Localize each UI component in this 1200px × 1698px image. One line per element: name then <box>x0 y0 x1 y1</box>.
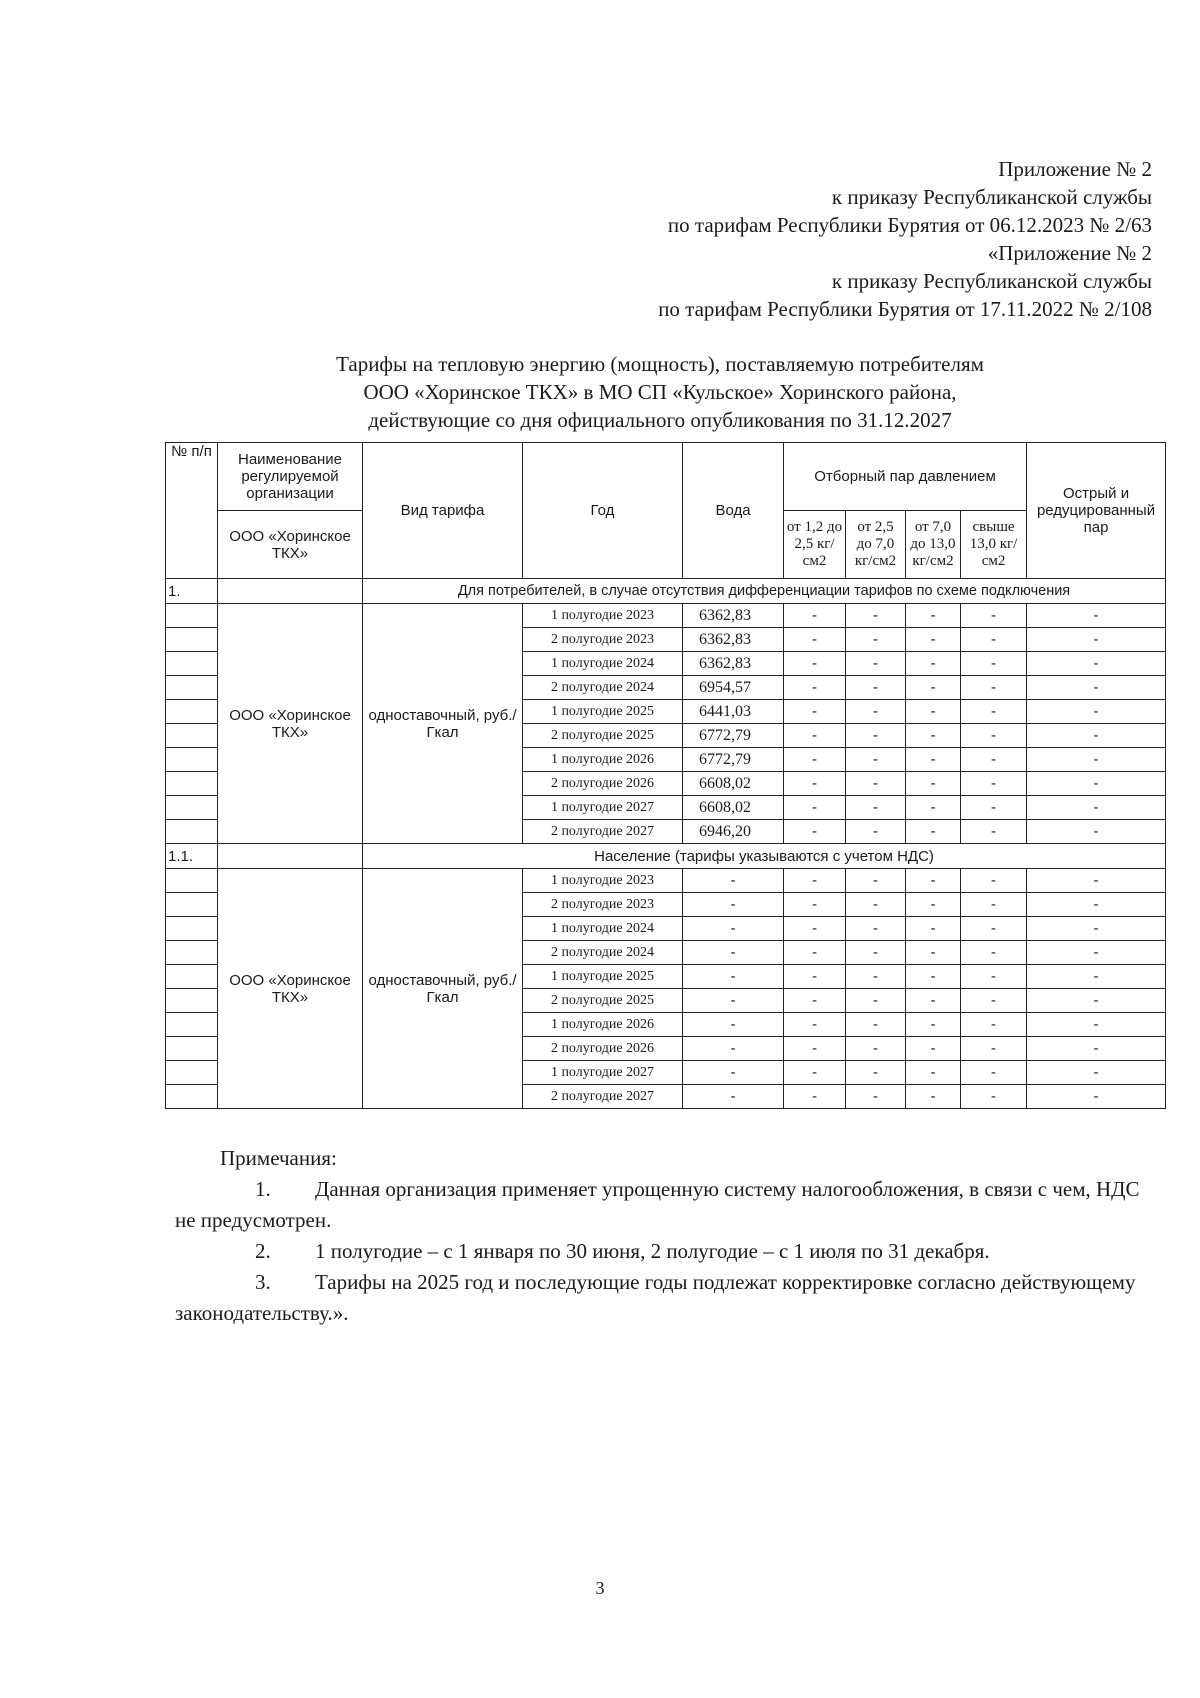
steam-value-cell: - <box>784 1061 846 1085</box>
section-blank-cell <box>218 844 363 869</box>
steam-value-cell: - <box>906 772 961 796</box>
steam-value-cell: - <box>906 724 961 748</box>
header-line: по тарифам Республики Бурятия от 17.11.2022 № 2/108 <box>658 297 1152 321</box>
steam-value-cell: - <box>961 917 1027 941</box>
water-value-cell: 6362,83 <box>683 652 784 676</box>
steam-value-cell: - <box>784 604 846 628</box>
period-cell: 2 полугодие 2023 <box>523 628 683 652</box>
header-num: № п/п <box>166 443 218 579</box>
steam-value-cell: - <box>1027 724 1166 748</box>
notes <box>175 1143 1150 1329</box>
org-name-cell: ООО «Хоринское ТКХ» <box>218 604 363 844</box>
row-number-cell <box>166 748 218 772</box>
steam-value-cell: - <box>784 869 846 893</box>
steam-value-cell: - <box>784 820 846 844</box>
section-row <box>166 579 1166 604</box>
water-value-cell: 6608,02 <box>683 796 784 820</box>
steam-value-cell: - <box>961 1013 1027 1037</box>
steam-value-cell: - <box>961 1037 1027 1061</box>
steam-value-cell: - <box>961 1085 1027 1109</box>
note-item <box>175 1236 1150 1267</box>
header-steam-group: Отборный пар давлением <box>784 443 1027 511</box>
section-number: 1. <box>166 579 218 604</box>
steam-value-cell: - <box>1027 748 1166 772</box>
appendix-header <box>658 155 1152 323</box>
row-number-cell <box>166 1037 218 1061</box>
row-number-cell <box>166 893 218 917</box>
steam-value-cell: - <box>906 989 961 1013</box>
steam-value-cell: - <box>784 941 846 965</box>
steam-value-cell: - <box>784 724 846 748</box>
header-line: «Приложение № 2 <box>987 241 1152 265</box>
steam-value-cell: - <box>846 1037 906 1061</box>
steam-value-cell: - <box>961 965 1027 989</box>
steam-value-cell: - <box>1027 700 1166 724</box>
water-value-cell: 6362,83 <box>683 628 784 652</box>
period-cell: 2 полугодие 2027 <box>523 1085 683 1109</box>
water-value-cell: 6362,83 <box>683 604 784 628</box>
steam-value-cell: - <box>1027 1061 1166 1085</box>
steam-value-cell: - <box>784 772 846 796</box>
steam-value-cell: - <box>784 1037 846 1061</box>
water-value-cell: - <box>683 869 784 893</box>
row-number-cell <box>166 917 218 941</box>
steam-value-cell: - <box>961 724 1027 748</box>
row-number-cell <box>166 700 218 724</box>
steam-value-cell: - <box>846 1085 906 1109</box>
steam-value-cell: - <box>1027 869 1166 893</box>
steam-value-cell: - <box>1027 772 1166 796</box>
header-year: Год <box>523 443 683 579</box>
header-tariff-type: Вид тарифа <box>363 443 523 579</box>
water-value-cell: 6772,79 <box>683 724 784 748</box>
tariff-type-cell: одноставочный, руб./Гкал <box>363 604 523 844</box>
note-item <box>175 1267 1150 1329</box>
steam-value-cell: - <box>784 796 846 820</box>
period-cell: 1 полугодие 2026 <box>523 1013 683 1037</box>
steam-value-cell: - <box>846 941 906 965</box>
steam-value-cell: - <box>961 989 1027 1013</box>
steam-value-cell: - <box>961 604 1027 628</box>
steam-value-cell: - <box>1027 820 1166 844</box>
water-value-cell: 6772,79 <box>683 748 784 772</box>
page-number: 3 <box>595 1578 605 1598</box>
org-name-cell: ООО «Хоринское ТКХ» <box>218 869 363 1109</box>
water-value-cell: 6954,57 <box>683 676 784 700</box>
water-value-cell: - <box>683 965 784 989</box>
header-line: Приложение № 2 <box>998 157 1152 181</box>
row-number-cell <box>166 1085 218 1109</box>
section-blank-cell <box>218 579 363 604</box>
steam-value-cell: - <box>846 604 906 628</box>
steam-value-cell: - <box>784 700 846 724</box>
water-value-cell: - <box>683 1013 784 1037</box>
period-cell: 2 полугодие 2026 <box>523 772 683 796</box>
period-cell: 1 полугодие 2026 <box>523 748 683 772</box>
water-value-cell: - <box>683 989 784 1013</box>
steam-value-cell: - <box>961 772 1027 796</box>
header-org-name: Наименование регулируемой организации <box>218 443 363 511</box>
period-cell: 1 полугодие 2027 <box>523 796 683 820</box>
steam-value-cell: - <box>1027 893 1166 917</box>
steam-value-cell: - <box>906 628 961 652</box>
steam-value-cell: - <box>906 652 961 676</box>
document-title <box>160 350 1160 434</box>
steam-value-cell: - <box>784 1013 846 1037</box>
steam-value-cell: - <box>846 820 906 844</box>
steam-value-cell: - <box>784 917 846 941</box>
table-row <box>166 604 1166 628</box>
period-cell: 1 полугодие 2027 <box>523 1061 683 1085</box>
period-cell: 1 полугодие 2024 <box>523 917 683 941</box>
row-number-cell <box>166 628 218 652</box>
steam-value-cell: - <box>846 652 906 676</box>
water-value-cell: - <box>683 893 784 917</box>
steam-value-cell: - <box>1027 989 1166 1013</box>
steam-value-cell: - <box>784 989 846 1013</box>
row-number-cell <box>166 1061 218 1085</box>
note-item <box>175 1174 1150 1236</box>
steam-value-cell: - <box>846 917 906 941</box>
steam-value-cell: - <box>961 893 1027 917</box>
water-value-cell: - <box>683 1085 784 1109</box>
steam-value-cell: - <box>961 941 1027 965</box>
steam-value-cell: - <box>846 1061 906 1085</box>
note-number: 3. <box>255 1270 271 1294</box>
title-line: ООО «Хоринское ТКХ» в МО СП «Кульское» Хоринского района, <box>363 380 957 404</box>
steam-value-cell: - <box>961 700 1027 724</box>
period-cell: 1 полугодие 2025 <box>523 965 683 989</box>
period-cell: 2 полугодие 2025 <box>523 989 683 1013</box>
header-steam-1: от 1,2 до 2,5 кг/см2 <box>784 511 846 579</box>
header-water: Вода <box>683 443 784 579</box>
period-cell: 1 полугодие 2025 <box>523 700 683 724</box>
steam-value-cell: - <box>846 869 906 893</box>
steam-value-cell: - <box>961 676 1027 700</box>
period-cell: 2 полугодие 2024 <box>523 941 683 965</box>
steam-value-cell: - <box>1027 1037 1166 1061</box>
water-value-cell: - <box>683 1061 784 1085</box>
note-number: 2. <box>255 1239 271 1263</box>
period-cell: 2 полугодие 2026 <box>523 1037 683 1061</box>
steam-value-cell: - <box>906 748 961 772</box>
row-number-cell <box>166 604 218 628</box>
steam-value-cell: - <box>1027 628 1166 652</box>
steam-value-cell: - <box>906 820 961 844</box>
header-line: к приказу Республиканской службы <box>831 269 1152 293</box>
steam-value-cell: - <box>906 965 961 989</box>
period-cell: 2 полугодие 2025 <box>523 724 683 748</box>
steam-value-cell: - <box>784 965 846 989</box>
steam-value-cell: - <box>906 893 961 917</box>
header-steam-2: от 2,5 до 7,0 кг/см2 <box>846 511 906 579</box>
steam-value-cell: - <box>1027 917 1166 941</box>
steam-value-cell: - <box>846 989 906 1013</box>
steam-value-cell: - <box>1027 965 1166 989</box>
row-number-cell <box>166 772 218 796</box>
steam-value-cell: - <box>906 941 961 965</box>
period-cell: 1 полугодие 2023 <box>523 869 683 893</box>
section-title: Для потребителей, в случае отсутствия дифференциации тарифов по схеме подключения <box>363 579 1166 604</box>
header-line: к приказу Республиканской службы <box>831 185 1152 209</box>
steam-value-cell: - <box>906 676 961 700</box>
steam-value-cell: - <box>906 869 961 893</box>
steam-value-cell: - <box>846 796 906 820</box>
steam-value-cell: - <box>906 1061 961 1085</box>
note-text: Данная организация применяет упрощенную систему налогообложения, в связи с чем, НДС не предусмотрен. <box>175 1177 1140 1232</box>
note-number: 1. <box>255 1177 271 1201</box>
steam-value-cell: - <box>784 893 846 917</box>
water-value-cell: 6441,03 <box>683 700 784 724</box>
note-text: 1 полугодие – с 1 января по 30 июня, 2 полугодие – с 1 июля по 31 декабря. <box>315 1239 990 1263</box>
steam-value-cell: - <box>906 700 961 724</box>
row-number-cell <box>166 676 218 700</box>
steam-value-cell: - <box>961 869 1027 893</box>
note-text: Тарифы на 2025 год и последующие годы подлежат корректировке согласно действующему законодательству.». <box>175 1270 1136 1325</box>
steam-value-cell: - <box>906 1085 961 1109</box>
row-number-cell <box>166 869 218 893</box>
steam-value-cell: - <box>961 1061 1027 1085</box>
tariff-type-cell: одноставочный, руб./Гкал <box>363 869 523 1109</box>
steam-value-cell: - <box>906 1013 961 1037</box>
steam-value-cell: - <box>784 1085 846 1109</box>
steam-value-cell: - <box>784 748 846 772</box>
steam-value-cell: - <box>1027 796 1166 820</box>
section-number: 1.1. <box>166 844 218 869</box>
period-cell: 2 полугодие 2024 <box>523 676 683 700</box>
period-cell: 2 полугодие 2027 <box>523 820 683 844</box>
steam-value-cell: - <box>1027 1013 1166 1037</box>
section-title: Население (тарифы указываются с учетом НДС) <box>363 844 1166 869</box>
steam-value-cell: - <box>846 1013 906 1037</box>
header-steam-4: свыше 13,0 кг/см2 <box>961 511 1027 579</box>
steam-value-cell: - <box>906 917 961 941</box>
header-sharp-steam: Острый и редуцированный пар <box>1027 443 1166 579</box>
row-number-cell <box>166 989 218 1013</box>
title-line: Тарифы на тепловую энергию (мощность), поставляемую потребителям <box>336 352 984 376</box>
steam-value-cell: - <box>784 652 846 676</box>
steam-value-cell: - <box>961 748 1027 772</box>
water-value-cell: - <box>683 917 784 941</box>
steam-value-cell: - <box>1027 604 1166 628</box>
steam-value-cell: - <box>784 676 846 700</box>
steam-value-cell: - <box>846 772 906 796</box>
water-value-cell: 6608,02 <box>683 772 784 796</box>
row-number-cell <box>166 820 218 844</box>
steam-value-cell: - <box>1027 652 1166 676</box>
steam-value-cell: - <box>906 1037 961 1061</box>
steam-value-cell: - <box>846 965 906 989</box>
steam-value-cell: - <box>1027 941 1166 965</box>
steam-value-cell: - <box>784 628 846 652</box>
steam-value-cell: - <box>1027 1085 1166 1109</box>
header-line: по тарифам Республики Бурятия от 06.12.2023 № 2/63 <box>667 213 1152 237</box>
row-number-cell <box>166 652 218 676</box>
row-number-cell <box>166 796 218 820</box>
period-cell: 1 полугодие 2023 <box>523 604 683 628</box>
row-number-cell <box>166 724 218 748</box>
steam-value-cell: - <box>846 724 906 748</box>
steam-value-cell: - <box>1027 676 1166 700</box>
period-cell: 1 полугодие 2024 <box>523 652 683 676</box>
steam-value-cell: - <box>846 628 906 652</box>
tariff-table <box>165 442 1166 1109</box>
notes-heading: Примечания: <box>220 1146 337 1170</box>
water-value-cell: 6946,20 <box>683 820 784 844</box>
steam-value-cell: - <box>906 796 961 820</box>
row-number-cell <box>166 941 218 965</box>
steam-value-cell: - <box>961 652 1027 676</box>
header-steam-3: от 7,0 до 13,0 кг/см2 <box>906 511 961 579</box>
steam-value-cell: - <box>906 604 961 628</box>
title-line: действующие со дня официального опубликования по 31.12.2027 <box>368 408 952 432</box>
water-value-cell: - <box>683 1037 784 1061</box>
steam-value-cell: - <box>846 676 906 700</box>
row-number-cell <box>166 1013 218 1037</box>
section-row <box>166 844 1166 869</box>
water-value-cell: - <box>683 941 784 965</box>
steam-value-cell: - <box>846 748 906 772</box>
row-number-cell <box>166 965 218 989</box>
steam-value-cell: - <box>846 893 906 917</box>
period-cell: 2 полугодие 2023 <box>523 893 683 917</box>
header-org-value: ООО «Хоринское ТКХ» <box>218 511 363 579</box>
steam-value-cell: - <box>961 628 1027 652</box>
steam-value-cell: - <box>961 796 1027 820</box>
steam-value-cell: - <box>846 700 906 724</box>
steam-value-cell: - <box>961 820 1027 844</box>
table-row <box>166 869 1166 893</box>
